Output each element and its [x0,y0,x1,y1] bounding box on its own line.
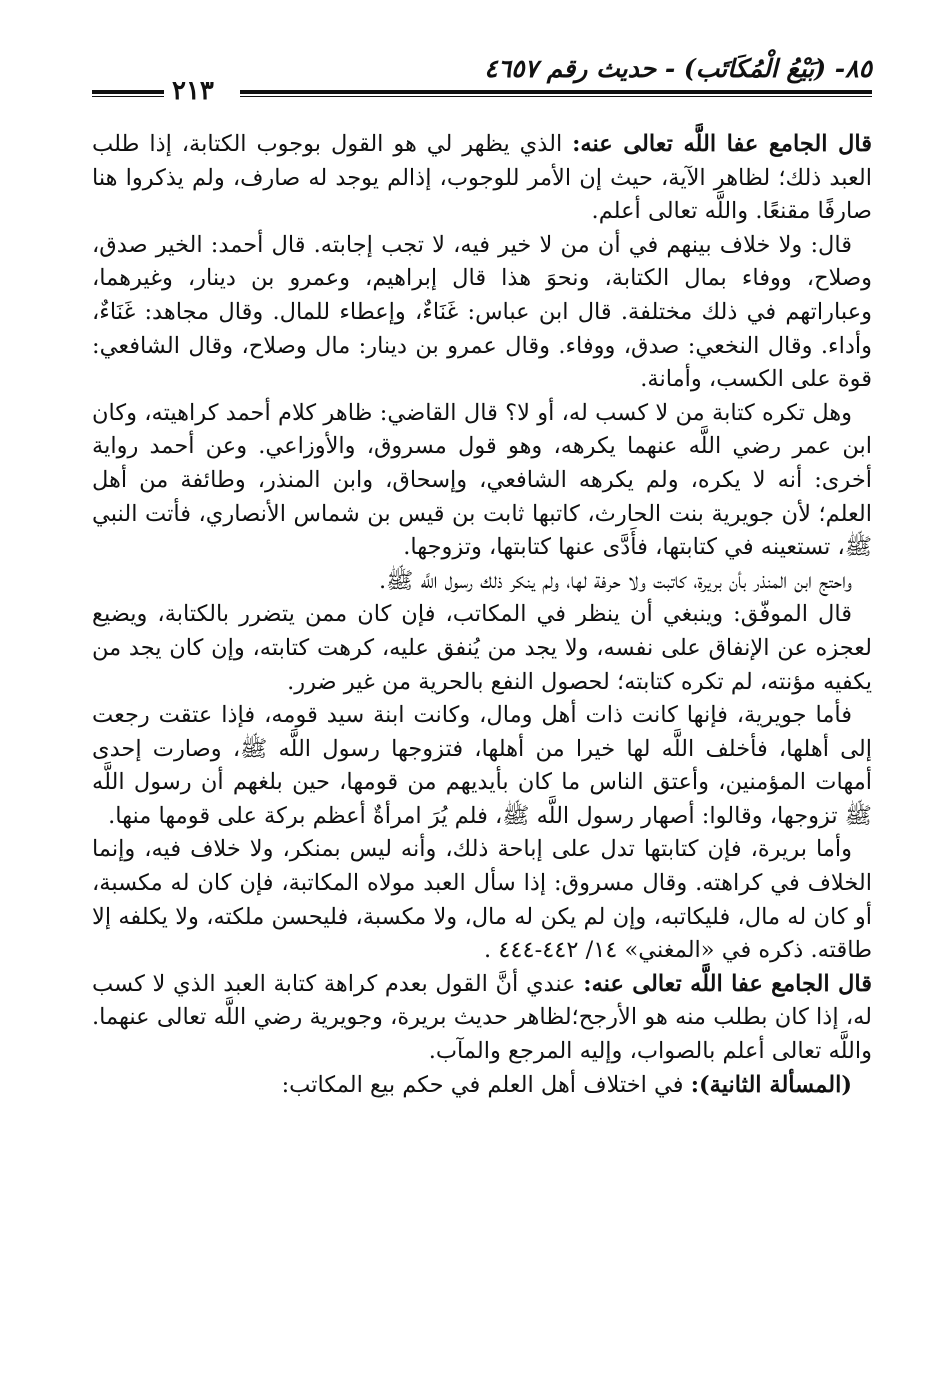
paragraph-text: في اختلاف أهل العلم في حكم بيع المكاتب: [281,1071,691,1098]
paragraph [92,699,872,833]
paragraph-text: عندي أنَّ القول بعدم كراهة كتابة العبد الذي لا كسب له، إذا كان بطلب منه هو الأرجح؛لظاهر حديث بريرة، وجويرية رضي اللَّه تعالى عنهما. واللَّه تعالى أعلم بالصواب، وإليه المرجع والمآب. [92,970,872,1065]
paragraph [92,1069,872,1103]
paragraph [92,833,872,967]
page-number: ٢١٣ [172,76,214,106]
paragraph [92,229,872,397]
paragraph-text: قال الموفّق: وينبغي أن ينظر في المكاتب، فإن كان ممن يتضرر بالكتابة، ويضيع لعجزه عن الإنفاق على نفسه، ولا يجد من يُنفق عليه، كرهت كتابته، وإن كان يجد من يكفيه مؤنته، لم تكره كتابته؛ لحصول النفع بالحرية من غير ضرر. [92,601,872,695]
paragraph [92,968,872,1069]
paragraph [92,128,872,229]
header-rule-left [92,90,164,97]
paragraph-lead: قال الجامع عفا اللَّه تعالى عنه: [583,970,872,997]
paragraph [92,397,872,565]
paragraph-text: وأما بريرة، فإن كتابتها تدل على إباحة ذلك، وأنه ليس بمنكر، ولا خلاف فيه، وإنما الخلاف في كراهته. وقال مسروق: إذا سأل العبد مولاه المكاتبة، فإن كان له مكسبة، أو كان له مال، فليكاتبه، وإن لم يكن له مال، ولا مكسبة، فليحسن ملكته، ولا يكلفه إلا طاقته. ذكره في «المغني» ١٤/ ٤٤٢-٤٤٤ . [92,836,872,964]
paragraph [92,598,872,699]
paragraph-text: الذي يظهر لي هو القول بوجوب الكتابة، إذا طلب العبد ذلك؛ لظاهر الآية، حيث إن الأمر للوجوب، إذالم يوجد له صارف، ولم يذكروا هنا صارفًا مقنعًا. واللَّه تعالى أعلم. [92,131,872,225]
paragraph [92,565,872,599]
header-title: ٨٥- (بَيْعُ الْمُكَاتَب) - حديث رقم ٤٦٥٧ [484,54,872,83]
paragraph-text: وهل تكره كتابة من لا كسب له، أو لا؟ قال القاضي: ظاهر كلام أحمد كراهيته، وكان ابن عمر رضي اللَّه عنهما يكرهه، وهو قول مسروق، والأوزاعي. وعن أحمد رواية أخرى: أنه لا يكره، ولم يكرهه الشافعي، وإسحاق، وابن المنذر، وطائفة من أهل العلم؛ لأن جويرية بنت الحارث، كاتبها ثابت بن قيس بن شماس الأنصاري، فأتت النبي ﷺ، تستعينه في كتابتها، فأَدَّى عنها كتابتها، وتزوجها. [92,399,872,561]
body-text [92,128,872,1102]
paragraph-text: فأما جويرية، فإنها كانت ذات أهل ومال، وكانت ابنة سيد قومه، فإذا عتقت رجعت إلى أهلها، فأخلف اللَّه لها خيرا من أهلها، فتزوجها رسول اللَّه ﷺ، وصارت إحدى أمهات المؤمنين، وأعتق الناس ما كان بأيديهم من قومها، حين بلغهم أن رسول اللَّه ﷺ تزوجها، وقالوا: أصهار رسول اللَّه ﷺ، فلم يُرَ امرأةٌ أعظم بركة على قومها منها. [92,702,872,829]
page-header [92,52,872,106]
header-rule-right [240,90,872,97]
paragraph-text: قال: ولا خلاف بينهم في أن من لا خير فيه، لا تجب إجابته. قال أحمد: الخير صدق، وصلاح، ووفاء بمال الكتابة، ونحوَ هذا قال إبراهيم، وعمرو بن دينار، وغيرهما، وعباراتهم في ذلك مختلفة. قال ابن عباس: غَنَاءٌ، وإعطاء للمال. وقال مجاهد: غَنَاءٌ، وأداء. وقال النخعي: صدق، ووفاء. وقال عمرو بن دينار: مال وصلاح، وقال الشافعي: قوة على الكسب، وأمانة. [92,231,872,393]
paragraph-lead: قال الجامع عفا اللَّه تعالى عنه: [572,131,872,157]
paragraph-text: واحتج ابن المنذر بأن بريرة، كاتبت ولا حرفة لها، ولم ينكر ذلك رسول اللَّه ﷺ. [379,567,852,594]
paragraph-lead: (المسألة الثانية): [690,1071,852,1098]
